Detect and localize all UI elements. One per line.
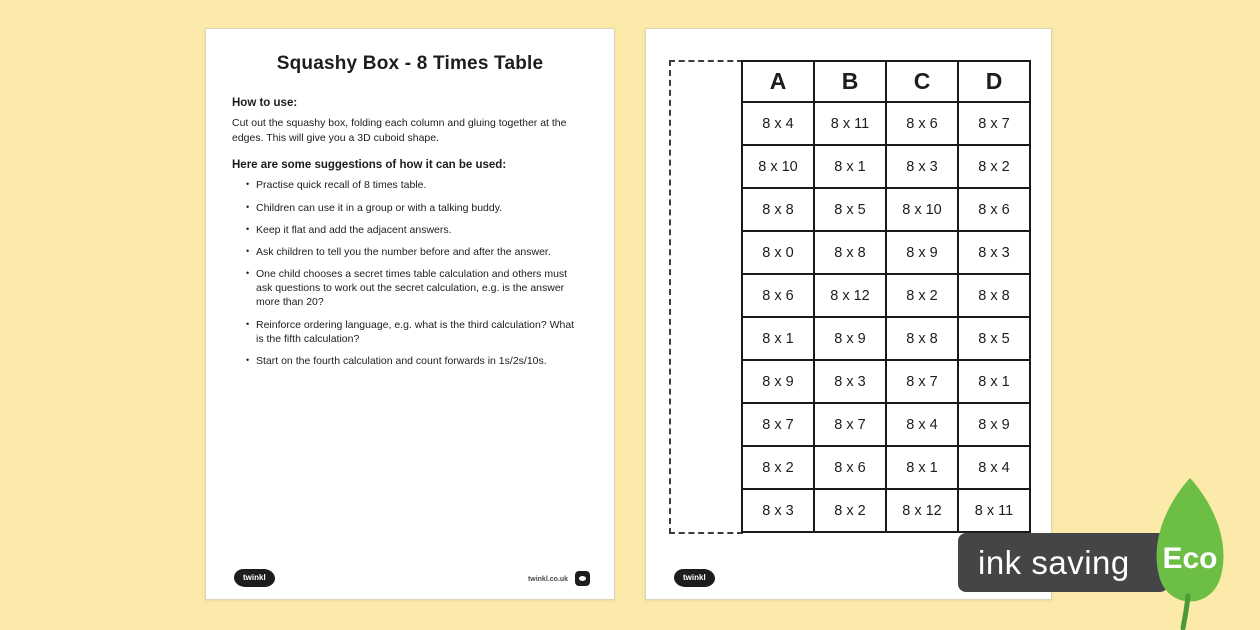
suggestions-list xyxy=(232,178,588,368)
table-cell: 8 x 2 xyxy=(958,145,1030,188)
squashy-box-page xyxy=(645,28,1052,600)
table-cell: 8 x 9 xyxy=(742,360,814,403)
table-cell: 8 x 8 xyxy=(886,317,958,360)
table-cell: 8 x 5 xyxy=(958,317,1030,360)
table-cell: 8 x 10 xyxy=(742,145,814,188)
twinkl-badge-icon xyxy=(575,571,590,586)
glue-flap-dashed-outline xyxy=(669,60,743,534)
table-cell: 8 x 7 xyxy=(886,360,958,403)
eco-label: Eco xyxy=(1162,542,1218,575)
left-page-footer xyxy=(206,567,614,587)
table-cell: 8 x 8 xyxy=(742,188,814,231)
table-cell: 8 x 11 xyxy=(958,489,1030,532)
table-row xyxy=(742,102,1030,145)
table-cell: 8 x 11 xyxy=(814,102,886,145)
list-item: • Keep it flat and add the adjacent answers. xyxy=(246,223,582,237)
table-cell: 8 x 2 xyxy=(886,274,958,317)
list-item: • One child chooses a secret times table calculation and others must ask questions to work out the secret calculation, e.g. is the answer more than 20? xyxy=(246,267,582,310)
table-cell: 8 x 8 xyxy=(814,231,886,274)
table-row xyxy=(742,231,1030,274)
table-cell: 8 x 1 xyxy=(886,446,958,489)
times-table-grid xyxy=(741,60,1031,533)
how-to-use-text: Cut out the squashy box, folding each column and gluing together at the edges. This will give you a 3D cuboid shape. xyxy=(232,117,567,144)
column-header: D xyxy=(958,61,1030,102)
table-cell: 8 x 4 xyxy=(958,446,1030,489)
table-row xyxy=(742,317,1030,360)
table-cell: 8 x 3 xyxy=(958,231,1030,274)
suggestions-heading: Here are some suggestions of how it can be used: xyxy=(232,159,507,172)
table-row xyxy=(742,403,1030,446)
column-header: A xyxy=(742,61,814,102)
instructions-content xyxy=(206,29,614,368)
table-cell: 8 x 3 xyxy=(814,360,886,403)
table-row xyxy=(742,188,1030,231)
list-item: • Reinforce ordering language, e.g. what is the third calculation? What is the fifth calculation? xyxy=(246,318,582,346)
table-cell: 8 x 5 xyxy=(814,188,886,231)
table-cell: 8 x 3 xyxy=(886,145,958,188)
page-title: Squashy Box - 8 Times Table xyxy=(276,53,544,74)
table-cell: 8 x 1 xyxy=(742,317,814,360)
table-cell: 8 x 7 xyxy=(958,102,1030,145)
how-to-use-heading: How to use: xyxy=(232,97,298,109)
footer-url: twinkl.co.uk xyxy=(527,576,568,583)
list-item: • Ask children to tell you the number before and after the answer. xyxy=(246,245,582,259)
table-cell: 8 x 6 xyxy=(886,102,958,145)
table-row xyxy=(742,489,1030,532)
list-item: • Start on the fourth calculation and count forwards in 1s/2s/10s. xyxy=(246,354,582,368)
ink-saving-banner: ink saving xyxy=(958,533,1168,592)
list-item: • Practise quick recall of 8 times table. xyxy=(246,178,582,192)
twinkl-logo: twinkl xyxy=(234,569,275,587)
table-cell: 8 x 7 xyxy=(742,403,814,446)
column-header: C xyxy=(886,61,958,102)
table-row xyxy=(742,360,1030,403)
table-cell: 8 x 4 xyxy=(742,102,814,145)
list-item: • Children can use it in a group or with a talking buddy. xyxy=(246,201,582,215)
table-cell: 8 x 8 xyxy=(958,274,1030,317)
table-cell: 8 x 12 xyxy=(814,274,886,317)
table-cell: 8 x 4 xyxy=(886,403,958,446)
table-row xyxy=(742,145,1030,188)
table-cell: 8 x 0 xyxy=(742,231,814,274)
table-cell: 8 x 2 xyxy=(742,446,814,489)
table-cell: 8 x 1 xyxy=(814,145,886,188)
table-cell: 8 x 6 xyxy=(742,274,814,317)
twinkl-logo: twinkl xyxy=(674,569,715,587)
table-cell: 8 x 7 xyxy=(814,403,886,446)
table-cell: 8 x 6 xyxy=(814,446,886,489)
table-cell: 8 x 9 xyxy=(886,231,958,274)
table-header-row xyxy=(742,61,1030,102)
table-cell: 8 x 12 xyxy=(886,489,958,532)
column-header: B xyxy=(814,61,886,102)
table-cell: 8 x 3 xyxy=(742,489,814,532)
instructions-page xyxy=(205,28,615,600)
table-row xyxy=(742,274,1030,317)
table-cell: 8 x 9 xyxy=(814,317,886,360)
eco-leaf-icon xyxy=(1143,476,1237,630)
table-cell: 8 x 10 xyxy=(886,188,958,231)
table-cell: 8 x 1 xyxy=(958,360,1030,403)
table-row xyxy=(742,446,1030,489)
table-cell: 8 x 9 xyxy=(958,403,1030,446)
table-cell: 8 x 2 xyxy=(814,489,886,532)
table-cell: 8 x 6 xyxy=(958,188,1030,231)
